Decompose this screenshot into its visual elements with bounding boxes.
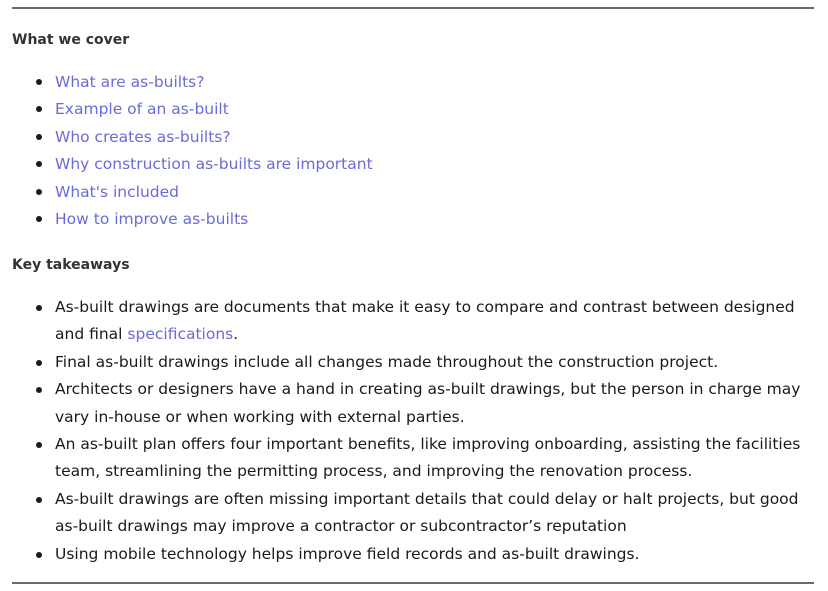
- bullet-icon: [36, 442, 42, 448]
- takeaway-item: [0, 486, 818, 541]
- bullet-icon: [36, 360, 42, 366]
- toc-item: [0, 71, 373, 98]
- top-divider: [12, 7, 814, 9]
- takeaway-text-end: .: [233, 325, 239, 344]
- table-of-contents: [0, 71, 373, 235]
- toc-link-what-are-as-builts[interactable]: What are as-builts?: [55, 73, 205, 91]
- bullet-icon: [36, 189, 42, 195]
- takeaway-text: An as-built plan offers four important benefits, like improving onboarding, assisting the facilities team, streamlining the permitting process, and improving the renovation process.: [55, 435, 801, 481]
- key-takeaways-list: [0, 294, 818, 568]
- takeaway-text: Architects or designers have a hand in creating as-built drawings, but the person in charge may vary in-house or when working with external parties.: [55, 380, 801, 426]
- bullet-icon: [36, 134, 42, 140]
- specifications-link[interactable]: specifications: [127, 325, 234, 344]
- takeaway-text: Final as-built drawings include all changes made throughout the construction project.: [55, 352, 719, 371]
- what-we-cover-heading: What we cover: [12, 32, 130, 48]
- bullet-icon: [36, 216, 42, 222]
- bullet-icon: [36, 305, 42, 311]
- takeaway-item: [0, 294, 818, 349]
- toc-link-how-to-improve[interactable]: How to improve as-builts: [55, 209, 249, 228]
- bullet-icon: [36, 106, 42, 112]
- toc-item: [0, 126, 373, 153]
- bullet-icon: [36, 387, 42, 393]
- toc-link-why-important[interactable]: Why construction as-builts are important: [55, 155, 373, 174]
- takeaway-text: As-built drawings are documents that make it easy to compare and contrast between designed and final: [55, 298, 795, 344]
- bottom-divider: [12, 582, 814, 584]
- takeaway-text: As-built drawings are often missing important details that could delay or halt projects, but good as-built drawings may improve a contractor or subcontractor’s reputation: [55, 489, 799, 536]
- toc-item: [0, 98, 373, 125]
- key-takeaways-heading: Key takeaways: [12, 257, 130, 273]
- takeaway-item: [0, 541, 818, 568]
- toc-link-example[interactable]: Example of an as-built: [55, 100, 229, 119]
- takeaway-text: Using mobile technology helps improve field records and as-built drawings.: [55, 544, 640, 563]
- takeaway-item: [0, 349, 818, 376]
- bullet-icon: [36, 161, 42, 167]
- bullet-icon: [36, 552, 42, 558]
- bullet-icon: [36, 79, 42, 85]
- toc-link-whats-included[interactable]: What's included: [55, 182, 179, 201]
- bullet-icon: [36, 497, 42, 503]
- toc-item: [0, 208, 373, 235]
- takeaway-item: [0, 431, 818, 486]
- takeaway-item: [0, 376, 818, 431]
- toc-item: [0, 153, 373, 180]
- toc-item: [0, 181, 373, 208]
- toc-link-who-creates[interactable]: Who creates as-builts?: [55, 127, 231, 146]
